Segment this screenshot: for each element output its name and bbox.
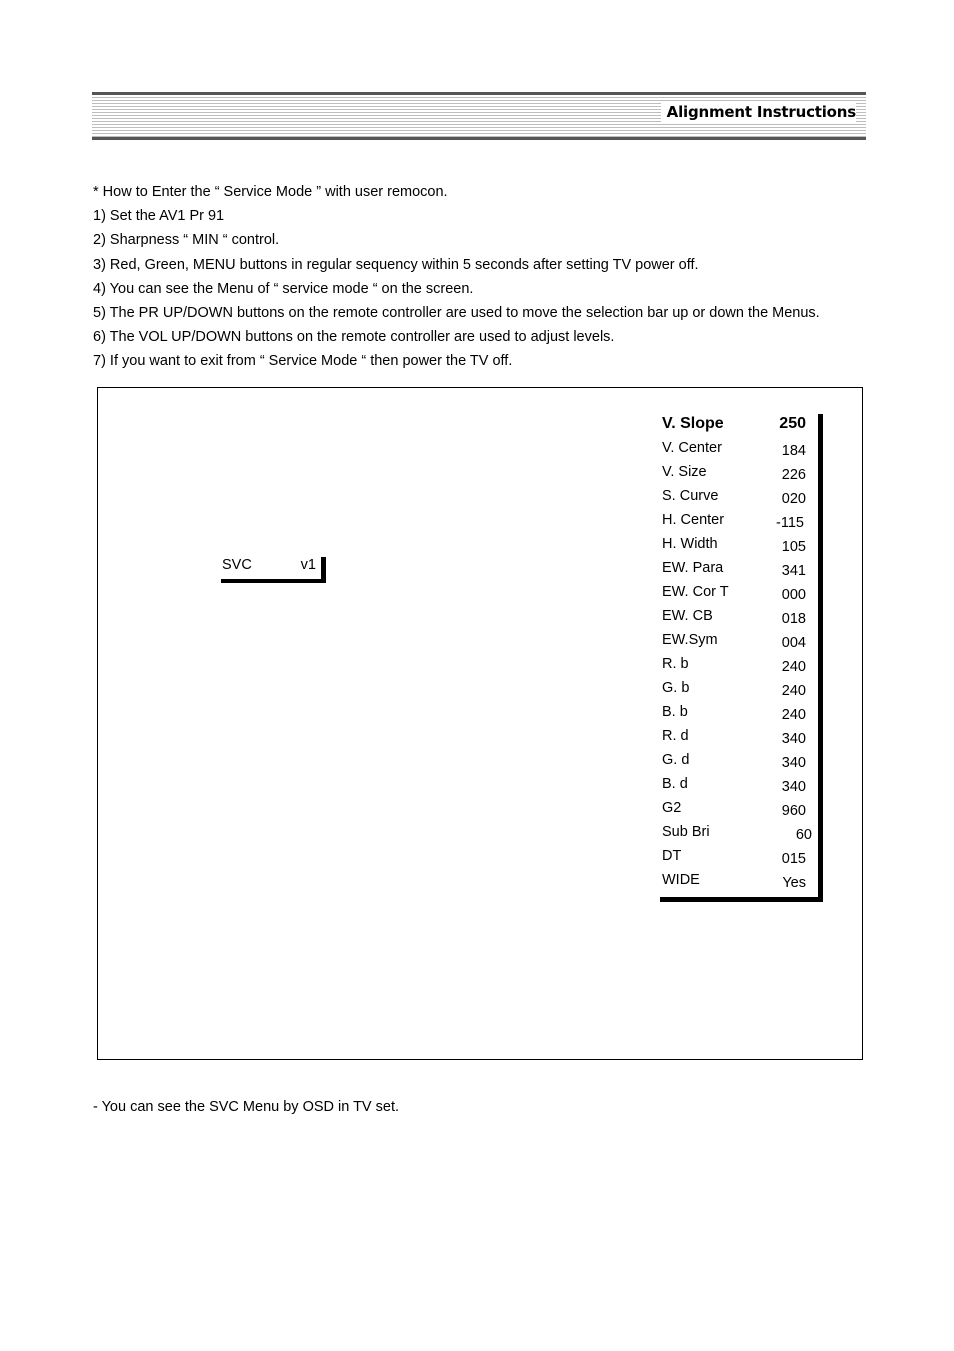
menu-item-ew-cor-t[interactable] xyxy=(662,584,817,608)
menu-item-label: G2 xyxy=(662,800,682,816)
menu-item-h-center[interactable] xyxy=(662,512,817,536)
menu-item-r-d[interactable] xyxy=(662,728,817,752)
menu-item-v-slope[interactable] xyxy=(662,415,817,439)
menu-item-r-b[interactable] xyxy=(662,656,817,680)
menu-item-value: 105 xyxy=(781,539,806,555)
menu-item-label: EW. CB xyxy=(662,608,713,624)
instruction-step-6: 6) The VOL UP/DOWN buttons on the remote controller are used to adjust levels. xyxy=(93,329,615,346)
menu-item-value: Yes xyxy=(782,875,806,891)
menu-item-value: 004 xyxy=(781,635,806,651)
menu-item-ew-cb[interactable] xyxy=(662,608,817,632)
menu-item-label: G. b xyxy=(662,680,690,696)
page-title: Alignment Instructions xyxy=(661,102,856,122)
menu-item-b-d[interactable] xyxy=(662,776,817,800)
menu-item-value: 000 xyxy=(781,587,806,603)
menu-item-g2[interactable] xyxy=(662,800,817,824)
menu-item-value: 240 xyxy=(781,659,806,675)
menu-item-label: EW. Cor T xyxy=(662,584,729,600)
menu-item-label: H. Width xyxy=(662,536,718,552)
menu-item-label: H. Center xyxy=(662,512,725,528)
menu-item-value: -115 xyxy=(776,515,804,531)
instruction-list xyxy=(93,180,820,374)
menu-item-value: 226 xyxy=(781,467,806,483)
instruction-step-5: 5) The PR UP/DOWN buttons on the remote controller are used to move the selection bar up or down the Menus. xyxy=(93,305,820,322)
menu-item-label: S. Curve xyxy=(662,488,719,504)
svc-version: v1 xyxy=(300,557,316,573)
menu-item-v-size[interactable] xyxy=(662,464,817,488)
instruction-step-4: 4) You can see the Menu of “ service mode “ on the screen. xyxy=(93,280,474,297)
instruction-step-7: 7) If you want to exit from “ Service Mode “ then power the TV off. xyxy=(93,353,513,370)
menu-item-s-curve[interactable] xyxy=(662,488,817,512)
menu-item-label: B. b xyxy=(662,704,688,720)
svc-label: SVC xyxy=(222,557,252,573)
menu-item-ew-sym[interactable] xyxy=(662,632,817,656)
menu-item-label: EW.Sym xyxy=(662,632,718,648)
instruction-intro: * How to Enter the “ Service Mode ” with user remocon. xyxy=(93,184,448,200)
menu-item-ew-para[interactable] xyxy=(662,560,817,584)
footer-note: - You can see the SVC Menu by OSD in TV set. xyxy=(93,1099,400,1115)
menu-item-label: V. Size xyxy=(662,464,707,480)
menu-item-value: 340 xyxy=(781,755,806,771)
instruction-step-2: 2) Sharpness “ MIN “ control. xyxy=(93,232,280,249)
page-header xyxy=(92,92,866,140)
menu-item-wide[interactable] xyxy=(662,872,817,896)
menu-item-dt[interactable] xyxy=(662,848,817,872)
menu-item-value: 341 xyxy=(781,563,806,579)
menu-item-label: R. d xyxy=(662,728,689,744)
menu-item-label: G. d xyxy=(662,752,690,768)
menu-item-g-b[interactable] xyxy=(662,680,817,704)
service-menu xyxy=(660,414,823,902)
menu-item-sub-bri[interactable] xyxy=(662,824,817,848)
menu-item-label: WIDE xyxy=(662,872,700,888)
menu-item-label: Sub Bri xyxy=(662,824,710,840)
menu-item-value: 960 xyxy=(781,803,806,819)
menu-item-value: 250 xyxy=(779,415,806,432)
menu-item-label: V. Slope xyxy=(662,415,724,432)
menu-item-h-width[interactable] xyxy=(662,536,817,560)
menu-item-g-d[interactable] xyxy=(662,752,817,776)
menu-item-b-b[interactable] xyxy=(662,704,817,728)
menu-item-value: 020 xyxy=(781,491,806,507)
menu-item-label: EW. Para xyxy=(662,560,724,576)
menu-item-label: R. b xyxy=(662,656,689,672)
svc-indicator xyxy=(221,557,326,583)
menu-item-value: 015 xyxy=(781,851,806,867)
menu-item-v-center[interactable] xyxy=(662,440,817,464)
menu-item-value: 240 xyxy=(781,683,806,699)
menu-item-value: 240 xyxy=(781,707,806,723)
menu-item-value: 340 xyxy=(781,731,806,747)
instruction-step-1: 1) Set the AV1 Pr 91 xyxy=(93,208,225,225)
menu-item-label: V. Center xyxy=(662,440,722,456)
menu-item-label: DT xyxy=(662,848,682,864)
instruction-step-3: 3) Red, Green, MENU buttons in regular sequency within 5 seconds after setting TV power off. xyxy=(93,256,699,273)
menu-item-value: 340 xyxy=(781,779,806,795)
menu-item-value: 184 xyxy=(781,443,806,459)
menu-item-value: 018 xyxy=(781,611,806,627)
menu-item-label: B. d xyxy=(662,776,688,792)
menu-item-value: 60 xyxy=(795,827,812,843)
